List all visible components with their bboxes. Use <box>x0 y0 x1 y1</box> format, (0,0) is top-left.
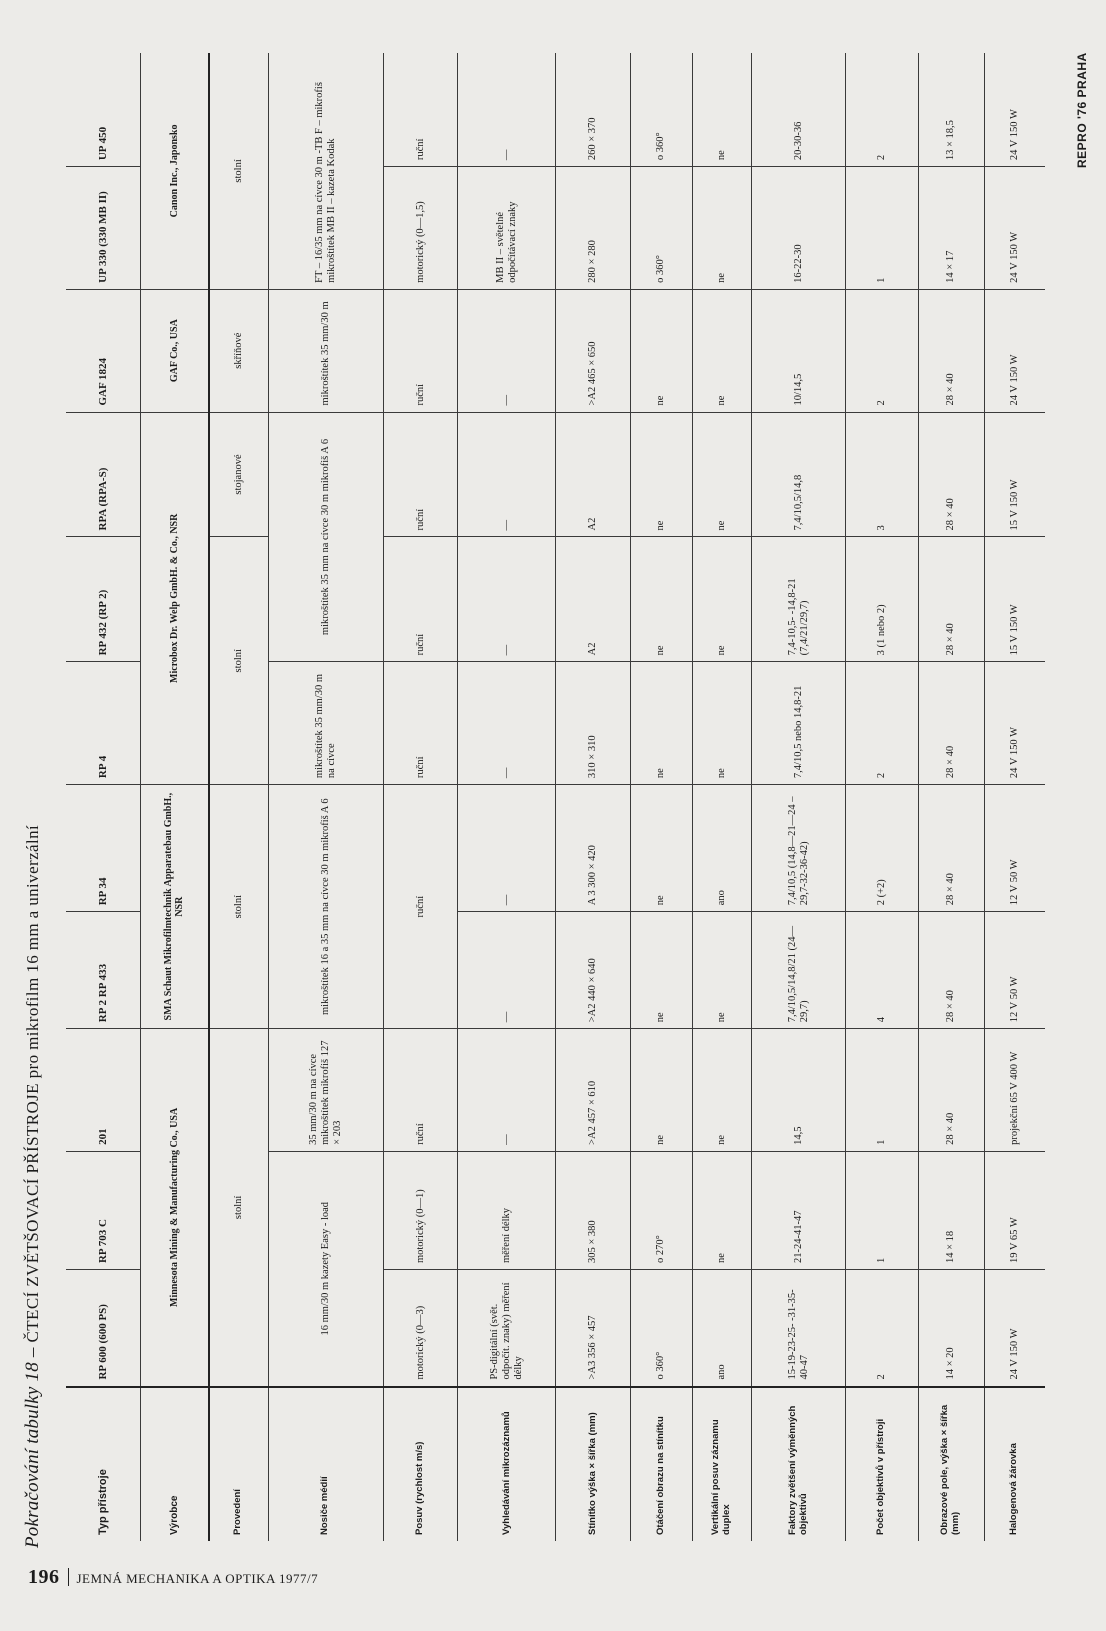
maker-cell: GAF Co., USA <box>141 289 209 412</box>
vyhledavani-cell: — <box>458 412 556 537</box>
label-vertikalni: Vertikální posuv záznamu duplex <box>692 1387 752 1541</box>
posuv-cell: ruční <box>383 1029 458 1152</box>
obrazove-cell: 28 × 40 <box>918 537 984 662</box>
posuv-cell: motorický (0—1) <box>383 1151 458 1269</box>
pocet-cell: 4 <box>846 912 918 1029</box>
otaceni-cell: ne <box>631 537 693 662</box>
pocet-cell: 3 (1 nebo 2) <box>846 537 918 662</box>
stinitko-cell: 310 × 310 <box>556 662 631 785</box>
obrazove-cell: 13 × 18,5 <box>918 53 984 167</box>
vertikalni-cell: ne <box>692 53 752 167</box>
vertikalni-cell: ano <box>692 1270 752 1387</box>
zarovka-cell: 12 V 50 W <box>984 912 1045 1029</box>
vertikalni-cell: ano <box>692 785 752 912</box>
type-cell: UP 330 (330 MB II) <box>66 167 141 290</box>
label-zarovka: Halogenová žárovka <box>984 1387 1045 1541</box>
provedeni-cell: stolní <box>209 785 269 1029</box>
vyhledavani-cell: — <box>458 1029 556 1152</box>
stinitko-cell: 280 × 280 <box>556 167 631 290</box>
posuv-cell: motorický (0—1,5) <box>383 167 458 290</box>
type-cell: RP 703 C <box>66 1151 141 1269</box>
obrazove-cell: 28 × 40 <box>918 912 984 1029</box>
faktory-cell: 7,4/10,5 nebo 14,8-21 <box>752 662 846 785</box>
label-nosice: Nosiče médií <box>268 1387 383 1541</box>
obrazove-cell: 28 × 40 <box>918 662 984 785</box>
nosice-cell: mikroštítek 35 mm/30 m <box>268 289 383 412</box>
vyhledavani-cell: — <box>458 785 556 912</box>
obrazove-cell: 14 × 20 <box>918 1270 984 1387</box>
label-provedeni: Provedení <box>209 1387 269 1541</box>
label-posuv: Posuv (rychlost m/s) <box>383 1387 458 1541</box>
vertikalni-cell: ne <box>692 167 752 290</box>
faktory-cell: 14,5 <box>752 1029 846 1152</box>
otaceni-cell: ne <box>631 289 693 412</box>
faktory-cell: 16-22-30 <box>752 167 846 290</box>
label-obrazove: Obrazové pole, výška × šířka (mm) <box>918 1387 984 1541</box>
posuv-cell: ruční <box>383 662 458 785</box>
faktory-cell: 10/14,5 <box>752 289 846 412</box>
type-cell: RP 600 (600 PS) <box>66 1270 141 1387</box>
zarovka-cell: 12 V 50 W <box>984 785 1045 912</box>
posuv-cell: ruční <box>383 785 458 1029</box>
obrazove-cell: 14 × 17 <box>918 167 984 290</box>
otaceni-cell: ne <box>631 412 693 537</box>
pocet-cell: 1 <box>846 1151 918 1269</box>
faktory-cell: 20-30-36 <box>752 53 846 167</box>
otaceni-cell: o 360° <box>631 53 693 167</box>
type-cell: 201 <box>66 1029 141 1152</box>
table-caption <box>22 825 44 1548</box>
type-cell: GAF 1824 <box>66 289 141 412</box>
caption-title: ČTECÍ ZVĚTŠOVACÍ PŘÍSTROJE pro mikrofilm 16 mm a univerzální <box>23 824 42 1343</box>
footer-divider <box>68 1568 69 1586</box>
vertikalni-cell: ne <box>692 537 752 662</box>
otaceni-cell: o 360° <box>631 167 693 290</box>
zarovka-cell: 24 V 150 W <box>984 662 1045 785</box>
vyhledavani-cell: měření délky <box>458 1151 556 1269</box>
faktory-cell: 21-24-41-47 <box>752 1151 846 1269</box>
spec-table <box>66 53 1045 1541</box>
nosice-cell: 35 mm/30 m na cívce mikroštítek mikrofiš 127 × 203 <box>268 1029 383 1152</box>
otaceni-cell: ne <box>631 1029 693 1152</box>
label-faktory: Faktory zvětšení výměnných objektivů <box>752 1387 846 1541</box>
label-pocet: Počet objektivů v přístroji <box>846 1387 918 1541</box>
label-typ: Typ přístroje <box>66 1387 141 1541</box>
repro-mark: REPRO '76 PRAHA <box>1075 52 1089 168</box>
pocet-cell: 1 <box>846 1029 918 1152</box>
caption-prefix: Pokračování tabulky 18 – <box>22 1342 43 1548</box>
vertikalni-cell: ne <box>692 289 752 412</box>
nosice-cell: 16 mm/30 m kazety Easy - load <box>268 1151 383 1386</box>
nosice-cell: mikroštítek 35 mm/30 m na cívce <box>268 662 383 785</box>
type-cell: RP 432 (RP 2) <box>66 537 141 662</box>
zarovka-cell: projekční 65 V 400 W <box>984 1029 1045 1152</box>
pocet-cell: 2 (+2) <box>846 785 918 912</box>
zarovka-cell: 24 V 150 W <box>1008 109 1020 161</box>
pocet-cell: 1 <box>846 167 918 290</box>
label-vyrobce: Výrobce <box>141 1387 209 1541</box>
zarovka-cell: 19 V 65 W <box>984 1151 1045 1269</box>
posuv-cell: ruční <box>383 53 458 167</box>
pocet-cell: 2 <box>846 289 918 412</box>
stinitko-cell: A2 <box>556 412 631 537</box>
zarovka-cell: 24 V 150 W <box>984 289 1045 412</box>
type-cell: RP 4 <box>66 662 141 785</box>
nosice-cell: mikroštítek 35 mm na cívce 30 m mikrofiš A 6 <box>268 412 383 662</box>
zarovka-cell: 15 V 150 W <box>984 537 1045 662</box>
vyhledavani-cell: PS-digitální (svět. odpočít. znaky) měření délky <box>458 1270 556 1387</box>
stinitko-cell: A 3 300 × 420 <box>556 785 631 912</box>
otaceni-cell: o 270° <box>631 1151 693 1269</box>
obrazove-cell: 28 × 40 <box>918 289 984 412</box>
faktory-cell: 7,4/10,5/14,8 <box>752 412 846 537</box>
stinitko-cell: >A3 356 × 457 <box>556 1270 631 1387</box>
faktory-cell: 7,4/10,5/14,8/21 (24—29,7) <box>752 912 846 1029</box>
provedeni-cell: stolní <box>209 537 269 785</box>
stinitko-cell: 305 × 380 <box>556 1151 631 1269</box>
spec-table-rotated <box>66 53 1045 1541</box>
label-vyhledavani: Vyhledávání mikrozáznamů <box>458 1387 556 1541</box>
zarovka-cell: 24 V 150 W <box>984 167 1045 290</box>
obrazove-cell: 28 × 40 <box>918 412 984 537</box>
otaceni-cell: ne <box>631 785 693 912</box>
posuv-cell: ruční <box>383 412 458 537</box>
stinitko-cell: 260 × 370 <box>556 53 631 167</box>
vertikalni-cell: ne <box>692 1029 752 1152</box>
maker-cell: Microbox Dr. Welp GmbH. & Co., NSR <box>141 412 209 785</box>
vertikalni-cell: ne <box>692 912 752 1029</box>
zarovka-cell: 24 V 150 W <box>984 1270 1045 1387</box>
vyhledavani-cell: — <box>458 537 556 662</box>
nosice-cell: FT – 16/35 mm na cívce 30 m -TB F – mikrofiš mikroštítek MB II – kazeta Kodak <box>268 53 383 289</box>
provedeni-cell: stolní <box>209 53 269 289</box>
faktory-cell: 15-19-23-25- -31-35-40-47 <box>752 1270 846 1387</box>
otaceni-cell: ne <box>631 912 693 1029</box>
pocet-cell: 2 <box>846 53 918 167</box>
otaceni-cell: ne <box>631 662 693 785</box>
stinitko-cell: A2 <box>556 537 631 662</box>
vyhledavani-cell: — <box>458 289 556 412</box>
pocet-cell: 2 <box>846 662 918 785</box>
stinitko-cell: >A2 457 × 610 <box>556 1029 631 1152</box>
type-cell: RP 34 <box>66 785 141 912</box>
provedeni-cell: stolní <box>209 1029 269 1387</box>
pocet-cell: 3 <box>846 412 918 537</box>
otaceni-cell: o 360° <box>631 1270 693 1387</box>
vertikalni-cell: ne <box>692 662 752 785</box>
vyhledavani-cell: MB II – světelné odpočítávací znaky <box>458 167 556 290</box>
maker-cell: Minnesota Mining & Manufacturing Co., USA <box>141 1029 209 1387</box>
type-cell: RP 2 RP 433 <box>66 912 141 1029</box>
posuv-cell: ruční <box>383 537 458 662</box>
label-otaceni: Otáčení obrazu na stínítku <box>631 1387 693 1541</box>
vyhledavani-cell: — <box>458 912 556 1029</box>
obrazove-cell: 28 × 40 <box>918 1029 984 1152</box>
vertikalni-cell: ne <box>692 1151 752 1269</box>
type-cell: UP 450 <box>66 53 141 167</box>
maker-cell: Canon Inc., Japonsko <box>141 53 209 289</box>
page-footer <box>28 1566 318 1589</box>
zarovka-cell: 15 V 150 W <box>984 412 1045 537</box>
maker-cell: SMA Schaut Mikrofilmtechnik Apparatebau GmbH., NSR <box>141 785 209 1029</box>
posuv-cell: motorický (0—3) <box>383 1270 458 1387</box>
label-stinitko: Stínítko výška × šířka (mm) <box>556 1387 631 1541</box>
vertikalni-cell: ne <box>692 412 752 537</box>
stinitko-cell: >A2 465 × 650 <box>556 289 631 412</box>
journal-name: JEMNÁ MECHANIKA A OPTIKA 1977/7 <box>76 1571 319 1586</box>
provedeni-cell: skříňové <box>209 289 269 412</box>
faktory-cell: 7,4/10,5 (14,8—21—24 – 29,7-32-36-42) <box>752 785 846 912</box>
vyhledavani-cell: — <box>458 662 556 785</box>
provedeni-cell: stojanové <box>209 412 269 537</box>
page-number: 196 <box>28 1566 60 1588</box>
faktory-cell: 7,4-10,5- -14,8-21 (7,4/21/29,7) <box>752 537 846 662</box>
type-cell: RPA (RPA-S) <box>66 412 141 537</box>
posuv-cell: ruční <box>383 289 458 412</box>
stinitko-cell: >A2 440 × 640 <box>556 912 631 1029</box>
nosice-cell: mikroštítek 16 a 35 mm na cívce 30 m mikrofiš A 6 <box>268 785 383 1029</box>
obrazove-cell: 14 × 18 <box>918 1151 984 1269</box>
vyhledavani-cell: — <box>458 53 556 167</box>
obrazove-cell: 28 × 40 <box>918 785 984 912</box>
pocet-cell: 2 <box>846 1270 918 1387</box>
